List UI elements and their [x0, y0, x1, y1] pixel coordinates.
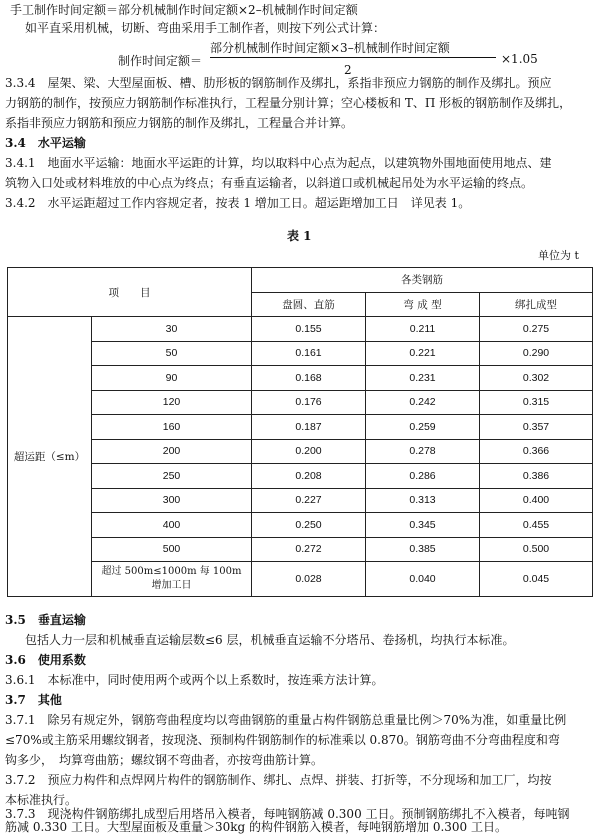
value-cell: 0.208 [252, 464, 366, 489]
para-3-5: 包括人力一层和机械垂直运输层数≤6 层，机械垂直运输不分塔吊、卷扬机，均执行本标准。 [25, 633, 515, 647]
table-header-row [8, 268, 593, 293]
distance-cell: 30 [92, 317, 252, 342]
heading-3-7: 3.7 其他 [5, 693, 62, 707]
para-3-4-2: 3.4.2 水平运距超过工作内容规定者，按表 1 增加工日。超运距增加工日 详见表 1。 [5, 196, 471, 210]
table-row [8, 390, 593, 415]
para-3-4-1-line2: 筑物入口处或材料堆放的中心点为终点；有垂直运输者，以斜道口或机械起吊处为水平运输的终点。 [5, 176, 534, 190]
header-item: 项 目 [8, 268, 252, 317]
para-3-7-3-line2: 筋减 0.330 工日。大型屋面板及重量＞30kg 的构件钢筋入模者，每吨钢筋增加 0.300 工日。 [5, 820, 508, 834]
distance-cell: 250 [92, 464, 252, 489]
heading-3-6: 3.6 使用系数 [5, 653, 86, 667]
value-cell: 0.231 [366, 366, 480, 391]
para-3-4-1-line1: 3.4.1 地面水平运输：地面水平运距的计算，均以取料中心点为起点，以建筑物外围地面使用地点、建 [5, 156, 552, 170]
para-3-3-4-line3: 系指非预应力钢筋和预应力钢筋的制作及绑扎，工程量合并计算。 [5, 116, 354, 130]
para-3-6-1: 3.6.1 本标准中，同时使用两个或两个以上系数时，按连乘方法计算。 [5, 673, 384, 687]
distance-cell: 50 [92, 341, 252, 366]
table-row [8, 537, 593, 562]
para-3-7-3-line1: 3.7.3 现浇构件钢筋绑扎成型后用塔吊入模者，每吨钢筋减 0.300 工日。预制钢筋绑扎不入模者，每吨钢 [5, 807, 570, 821]
value-cell: 0.187 [252, 415, 366, 440]
value-cell: 0.345 [366, 513, 480, 538]
table-row [8, 366, 593, 391]
heading-3-5: 3.5 垂直运输 [5, 613, 86, 627]
table-1 [7, 267, 593, 597]
value-cell: 0.272 [252, 537, 366, 562]
value-cell: 0.386 [480, 464, 593, 489]
formula-numerator: 部分机械制作时间定额×3–机械制作时间定额 [210, 41, 450, 55]
extra-value-cell: 0.045 [480, 562, 593, 597]
distance-cell: 120 [92, 390, 252, 415]
extra-distance-label: 超过 500m≤1000m 每 100m 增加工日 [92, 562, 252, 597]
value-cell: 0.385 [366, 537, 480, 562]
value-cell: 0.259 [366, 415, 480, 440]
value-cell: 0.400 [480, 488, 593, 513]
value-cell: 0.290 [480, 341, 593, 366]
table-title: 表 1 [287, 229, 312, 243]
col-header-straight: 盘圆、直筋 [252, 292, 366, 317]
distance-cell: 300 [92, 488, 252, 513]
table-unit: 单位为 t [538, 249, 579, 262]
value-cell: 0.278 [366, 439, 480, 464]
row-label-distance: 超运距（≤m） [8, 317, 92, 597]
extra-value-cell: 0.028 [252, 562, 366, 597]
formula-denominator: 2 [344, 63, 352, 77]
distance-cell: 90 [92, 366, 252, 391]
value-cell: 0.250 [252, 513, 366, 538]
distance-cell: 160 [92, 415, 252, 440]
formula-fraction-bar [210, 57, 496, 58]
value-cell: 0.221 [366, 341, 480, 366]
value-cell: 0.366 [480, 439, 593, 464]
para-3-7-1-line3: 钩多少， 均算弯曲筋；螺纹钢不弯曲者，亦按弯曲筋计算。 [5, 753, 324, 767]
value-cell: 0.161 [252, 341, 366, 366]
table-row [8, 513, 593, 538]
formula-lhs: 制作时间定额＝ [118, 54, 203, 68]
table-row [8, 415, 593, 440]
value-cell: 0.211 [366, 317, 480, 342]
value-cell: 0.275 [480, 317, 593, 342]
formula-multiplier: ×1.05 [501, 52, 538, 66]
value-cell: 0.455 [480, 513, 593, 538]
col-header-bent: 弯 成 型 [366, 292, 480, 317]
table-row [8, 341, 593, 366]
col-header-tied: 绑扎成型 [480, 292, 593, 317]
value-cell: 0.200 [252, 439, 366, 464]
para-3-7-2-line1: 3.7.2 预应力构件和点焊网片构件的钢筋制作、绑扎、点焊、拼装、打折等，不分现场和加工厂，均按 [5, 773, 552, 787]
table-row [8, 488, 593, 513]
value-cell: 0.302 [480, 366, 593, 391]
value-cell: 0.168 [252, 366, 366, 391]
value-cell: 0.242 [366, 390, 480, 415]
header-group: 各类钢筋 [252, 268, 593, 293]
value-cell: 0.313 [366, 488, 480, 513]
table-row [8, 317, 593, 342]
para-3-7-2-line2: 本标准执行。 [5, 793, 78, 807]
para-3-7-1-line1: 3.7.1 除另有规定外，钢筋弯曲程度均以弯曲钢筋的重量占构件钢筋总重量比例＞70%为准，如重量比例 [5, 713, 567, 727]
extra-value-cell: 0.040 [366, 562, 480, 597]
value-cell: 0.315 [480, 390, 593, 415]
table-row [8, 439, 593, 464]
para-3-3-4-line1: 3.3.4 屋架、梁、大型屋面板、槽、肋形板的钢筋制作及绑扎，系指非预应力钢筋的制作及绑扎。预应 [5, 76, 552, 90]
distance-cell: 400 [92, 513, 252, 538]
formula-manual-line: 手工制作时间定额＝部分机械制作时间定额×2–机械制作时间定额 [10, 3, 358, 17]
table-row [8, 464, 593, 489]
value-cell: 0.500 [480, 537, 593, 562]
distance-cell: 200 [92, 439, 252, 464]
formula-intro-line: 如平直采用机械，切断、弯曲采用手工制作者，则按下列公式计算： [25, 21, 386, 35]
heading-3-4: 3.4 水平运输 [5, 136, 86, 150]
value-cell: 0.227 [252, 488, 366, 513]
value-cell: 0.286 [366, 464, 480, 489]
para-3-3-4-line2: 力钢筋的制作，按预应力钢筋制作标准执行，工程量分别计算；空心楼板和 T、Π 形板的钢筋制作及绑扎， [5, 96, 572, 110]
para-3-7-1-line2: ≤70%或主筋采用螺纹钢者，按现浇、预制构件钢筋制作的标准乘以 0.870。钢筋弯曲不分弯曲程度和弯 [5, 733, 560, 747]
value-cell: 0.155 [252, 317, 366, 342]
table-row-extra [8, 562, 593, 597]
value-cell: 0.357 [480, 415, 593, 440]
distance-cell: 500 [92, 537, 252, 562]
value-cell: 0.176 [252, 390, 366, 415]
